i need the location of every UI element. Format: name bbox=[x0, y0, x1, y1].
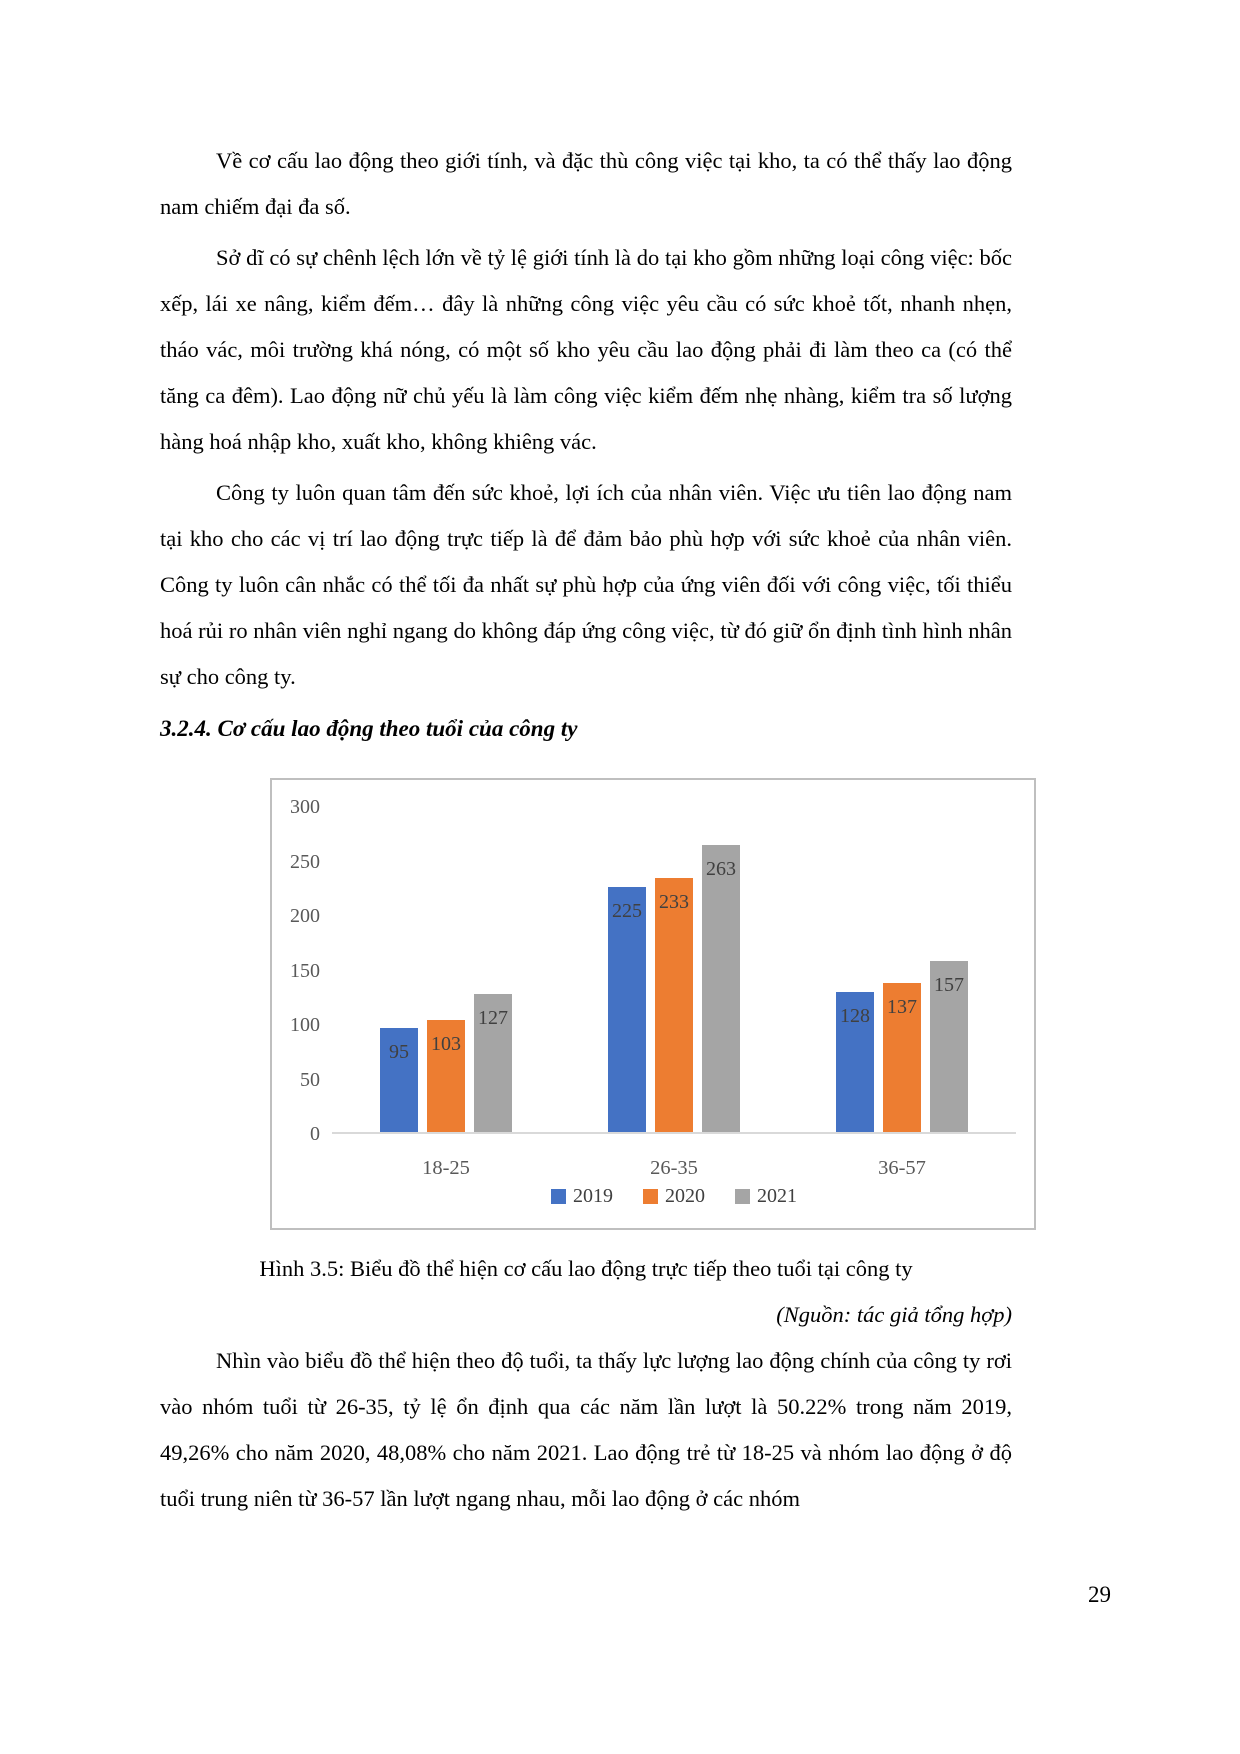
bar-2019-36-57 bbox=[836, 992, 874, 1132]
bar-2019-26-35 bbox=[608, 887, 646, 1132]
legend-item-2020 bbox=[643, 1185, 705, 1208]
bar-value-label: 233 bbox=[659, 891, 689, 913]
bar-value-label: 157 bbox=[934, 974, 964, 996]
y-tick-label: 0 bbox=[310, 1123, 320, 1145]
figure-source: (Nguồn: tác giả tổng hợp) bbox=[776, 1302, 1012, 1327]
legend-swatch bbox=[643, 1189, 658, 1204]
bar-group-26-35 bbox=[560, 807, 788, 1179]
paragraph-job-types: Sở dĩ có sự chênh lệch lớn về tỷ lệ giới tính là do tại kho gồm những loại công việc: bốc xếp, lái xe nâng, kiểm đếm… đây là những công việc yêu cầu có sức khoẻ tốt, nhanh nhẹn, tháo vác, môi trường khá nóng, có một số kho yêu cầu lao động phải đi làm theo ca (có thể tăng ca đêm). Lao động nữ chủ yếu là làm công việc kiểm đếm nhẹ nhàng, kiểm tra số lượng hàng hoá nhập kho, xuất kho, không khiêng vác. bbox=[160, 245, 1012, 454]
bar-group-36-57 bbox=[788, 807, 1016, 1179]
legend-label: 2021 bbox=[757, 1185, 797, 1207]
bar-chart bbox=[270, 778, 1036, 1230]
figure-caption: Hình 3.5: Biểu đồ thể hiện cơ cấu lao động trực tiếp theo tuổi tại công ty bbox=[259, 1256, 913, 1281]
page-number: 29 bbox=[1088, 1582, 1111, 1607]
bar-2021-18-25 bbox=[474, 994, 512, 1132]
x-tick-label: 18-25 bbox=[422, 1157, 470, 1179]
y-axis bbox=[272, 796, 320, 1145]
bar-value-label: 263 bbox=[706, 858, 736, 880]
bar-group-18-25 bbox=[332, 807, 560, 1179]
y-tick-label: 200 bbox=[290, 905, 320, 927]
bar-2020-36-57 bbox=[883, 983, 921, 1132]
bar-2020-18-25 bbox=[427, 1020, 465, 1132]
bar-2021-36-57 bbox=[930, 961, 968, 1132]
legend-item-2021 bbox=[735, 1185, 797, 1208]
y-tick-label: 150 bbox=[290, 959, 320, 982]
bar-value-label: 128 bbox=[840, 1005, 870, 1027]
section-heading-324: 3.2.4. Cơ cấu lao động theo tuổi của công ty bbox=[160, 716, 578, 741]
legend-label: 2019 bbox=[573, 1185, 613, 1207]
bar-value-label: 95 bbox=[389, 1041, 409, 1063]
legend-label: 2020 bbox=[665, 1185, 705, 1207]
y-tick-label: 300 bbox=[290, 796, 320, 818]
bar-value-label: 225 bbox=[612, 900, 642, 922]
bar-2021-26-35 bbox=[702, 845, 740, 1132]
bar-value-label: 127 bbox=[478, 1007, 508, 1029]
x-tick-label: 26-35 bbox=[650, 1157, 698, 1179]
paragraph-company-care: Công ty luôn quan tâm đến sức khoẻ, lợi ích của nhân viên. Việc ưu tiên lao động nam tại kho cho các vị trí lao động trực tiếp là để đảm bảo phù hợp với sức khoẻ của nhân viên. Công ty luôn cân nhắc có thể tối đa nhất sự phù hợp của ứng viên đối với công việc, tối thiểu hoá rủi ro nhân viên nghỉ ngang do không đáp ứng công việc, từ đó giữ ổn định tình hình nhân sự cho công ty. bbox=[160, 480, 1012, 689]
chart-legend bbox=[332, 1185, 1016, 1208]
y-tick-label: 50 bbox=[300, 1068, 320, 1091]
legend-item-2019 bbox=[551, 1185, 613, 1208]
bar-value-label: 103 bbox=[431, 1033, 461, 1055]
bar-2020-26-35 bbox=[655, 878, 693, 1132]
x-tick-label: 36-57 bbox=[878, 1157, 926, 1179]
legend-swatch bbox=[551, 1189, 566, 1204]
plot-area bbox=[332, 807, 1016, 1179]
page-content bbox=[160, 138, 1012, 1527]
bar-2019-18-25 bbox=[380, 1028, 418, 1132]
legend-swatch bbox=[735, 1189, 750, 1204]
paragraph-gender-structure: Về cơ cấu lao động theo giới tính, và đặc thù công việc tại kho, ta có thể thấy lao động nam chiếm đại đa số. bbox=[160, 148, 1012, 219]
paragraph-age-analysis: Nhìn vào biểu đồ thể hiện theo độ tuổi, ta thấy lực lượng lao động chính của công ty rơi vào nhóm tuổi từ 26-35, tỷ lệ ổn định qua các năm lần lượt là 50.22% trong năm 2019, 49,26% cho năm 2020, 48,08% cho năm 2021. Lao động trẻ từ 18-25 và nhóm lao động ở độ tuổi trung niên từ 36-57 lần lượt ngang nhau, mỗi lao động ở các nhóm bbox=[160, 1348, 1012, 1511]
bar-value-label: 137 bbox=[887, 996, 917, 1018]
y-tick-label: 100 bbox=[290, 1014, 320, 1036]
y-tick-label: 250 bbox=[290, 850, 320, 873]
